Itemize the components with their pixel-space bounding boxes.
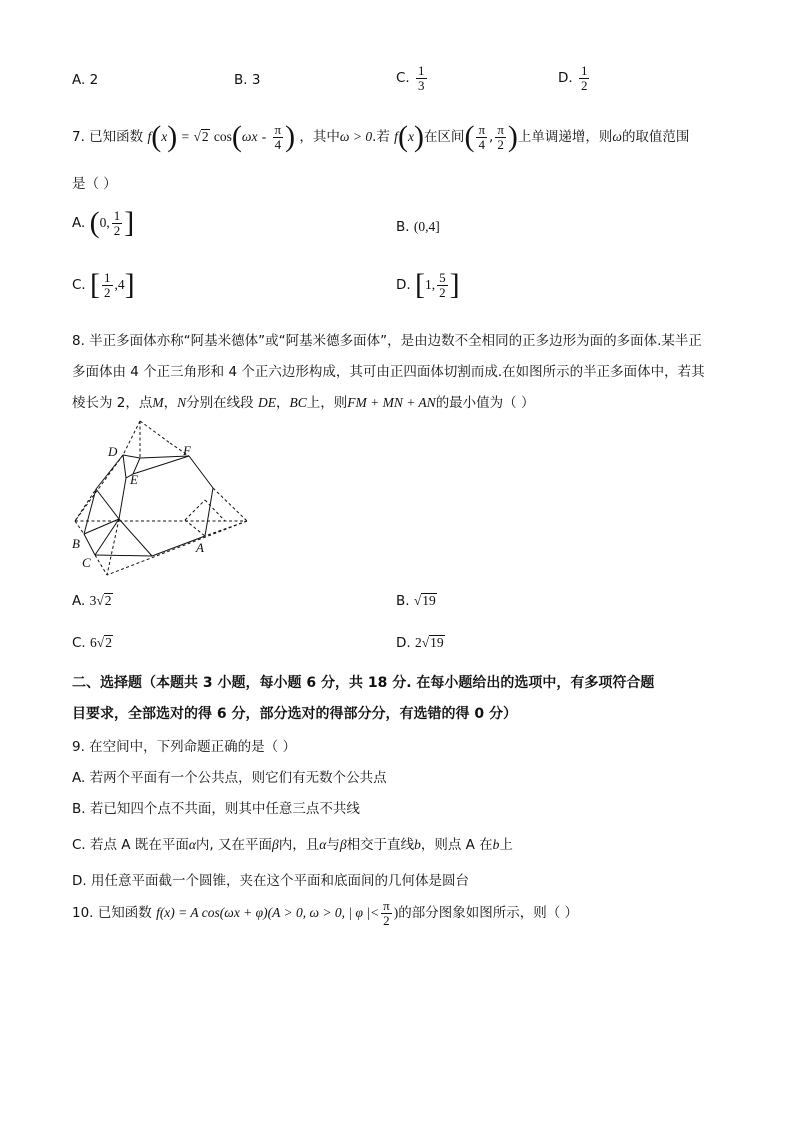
q9-alpha: α: [188, 837, 196, 852]
q8-d-label: D.: [396, 635, 411, 651]
q7-option-b: [396, 219, 440, 235]
q6-option-d-label: D.: [558, 70, 573, 87]
q8-l3e: 的最小值为（ ）: [435, 395, 535, 411]
q9-c-5: 相交于直线: [346, 837, 415, 853]
q8-BC: BC: [289, 395, 307, 410]
q9-c-4: 与: [326, 837, 340, 853]
q9-beta2: β: [339, 837, 347, 852]
q7-eq: =: [181, 129, 190, 144]
q7-mid3: 在区间: [423, 129, 465, 145]
q7-int-pi: π: [478, 121, 486, 137]
q8-option-a: A. 3√2: [72, 593, 112, 609]
q9-option-a: A. 若两个平面有一个公共点，则它们有无数个公共点: [72, 770, 387, 786]
q8-l3d: 上，则: [306, 395, 348, 411]
q9-option-c: [72, 833, 513, 853]
q7-c-num: 1: [104, 269, 111, 285]
q6-option-c: [396, 64, 429, 92]
q10-stem: [72, 899, 578, 927]
q8-d-rad: 19: [430, 635, 444, 650]
q10-tail: 的部分图象如图所示，则（ ）: [398, 905, 579, 922]
q7-f: f: [147, 129, 152, 144]
q9-beta: β: [272, 837, 279, 852]
q8-d-coef: 2: [414, 635, 422, 650]
q8-label-B: B: [72, 536, 80, 551]
q8-comma: ，: [163, 395, 178, 411]
q6-c-den: 3: [418, 77, 425, 93]
q10-pi: π: [383, 898, 390, 913]
q8-label-C: C: [82, 555, 91, 570]
q7-a-num: 1: [113, 207, 121, 223]
q8-label-F: F: [183, 443, 191, 458]
q8-l3b: 分别在线段: [186, 395, 254, 411]
q6-d-den: 2: [580, 77, 588, 93]
q7-mid4: 上单调递增，则: [517, 129, 613, 145]
q7-cos: cos: [213, 129, 232, 144]
q8-option-c: C. 6√2: [72, 635, 112, 651]
q7-c-den: 2: [104, 284, 111, 300]
q9-c-6: ，则点 A 在: [420, 837, 493, 853]
q7-d-num: 5: [439, 269, 446, 285]
q9-c-3: 内，且: [278, 837, 320, 853]
q7-b-val: (0,4]: [413, 219, 440, 234]
q7-c-right: ,4: [114, 277, 125, 292]
q8-label-A: A: [196, 540, 204, 555]
q7-four: 4: [274, 136, 282, 152]
q7-omega: ω: [612, 129, 622, 144]
q8-polyhedron-figure: [70, 415, 255, 580]
q8-M: M: [152, 395, 164, 410]
q6-option-d: [558, 64, 591, 92]
q7-stem: 7. 已知函数 f(x) = √2 cos(ωx - $\frac{\pi}{4}$ ) ，其中ω > 0.若 f(x)在区间( $\frac{\pi}{4}$ , $\frac{\pi}{2}$ )上单调递增，则ω的取值范围: [72, 120, 690, 153]
q7-x2: x: [407, 129, 414, 144]
q9-c-7: 上: [499, 837, 513, 853]
q8-l3a: 棱长为 2，点: [72, 395, 153, 411]
q7-a-den: 2: [113, 222, 121, 238]
q7-int-4: 4: [478, 136, 485, 152]
q9-c-2: 内, 又在平面: [195, 837, 273, 853]
q8-option-d: D. 2√19: [396, 635, 444, 651]
q8-c-rad: 2: [105, 635, 112, 650]
q8-stem-line1: 8. 半正多面体亦称“阿基米德体”或“阿基米德多面体”，是由边数不全相同的正多边形为面的多面体.某半正: [72, 333, 702, 349]
q7-b-label: B.: [396, 219, 410, 235]
q7-prefix: 7. 已知函数: [72, 129, 144, 145]
q8-label-D: D: [108, 444, 118, 459]
q8-expr: FM + MN + AN: [347, 395, 436, 410]
q7-sqrt: 2: [201, 129, 209, 144]
q8-stem-line2: 多面体由 4 个正三角形和 4 个正六边形构成，其可由正四面体切割而成.在如图所示的半正多面体中，若其: [72, 364, 705, 380]
q6-d-num: 1: [580, 63, 588, 78]
q8-label-E: E: [130, 472, 138, 487]
q9-stem: 9. 在空间中，下列命题正确的是（ ）: [72, 739, 296, 755]
section2-heading-line2: 目要求，全部选对的得 6 分，部分选对的得部分分，有选错的得 0 分）: [72, 706, 517, 722]
q9-b2: b: [492, 837, 500, 852]
q8-a-label: A.: [72, 593, 86, 609]
q7-f2: f: [394, 129, 398, 144]
q9-alpha2: α: [319, 837, 327, 852]
q8-l3c: ，: [275, 395, 290, 411]
q7-mid2: .若: [372, 129, 390, 145]
q7-option-d: D. [1, $\frac{5}{2}$ ]: [396, 268, 460, 301]
q9-option-b: B. 若已知四个点不共面，则其中任意三点不共线: [72, 801, 360, 817]
q8-b-rad: 19: [422, 593, 436, 608]
q7-option-c: C. [ $\frac{1}{2}$ ,4]: [72, 268, 135, 301]
q8-a-rad: 2: [104, 593, 112, 608]
q7-d-den: 2: [439, 284, 446, 300]
q7-omegax: ωx: [241, 129, 258, 144]
q7-d-label: D.: [396, 277, 411, 293]
q7-x: x: [161, 129, 168, 144]
q7-a-label: A.: [72, 215, 86, 231]
q7-cond: ω > 0: [339, 129, 373, 144]
q6-option-c-label: C.: [396, 70, 410, 87]
section2-heading-line1: 二、选择题（本题共 3 小题，每小题 6 分，共 18 分. 在每小题给出的选项中，有多项符合题: [72, 675, 655, 691]
q6-option-a: A. 2: [72, 72, 99, 88]
q8-a-coef: 3: [89, 593, 97, 608]
q9-b: b: [414, 837, 421, 852]
q7-a-left: 0,: [99, 215, 110, 230]
q7-option-a: A. (0, $\frac{1}{2}$ ]: [72, 206, 135, 239]
q7-mid1: ，其中: [299, 129, 340, 145]
q10-formula: f(x) = A cos(ωx + φ)(A > 0, ω > 0, | φ |<: [156, 905, 380, 921]
q8-option-b: B. √19: [396, 593, 436, 609]
q7-d-left: 1,: [424, 277, 436, 292]
q10-two: 2: [383, 912, 390, 928]
q8-c-label: C.: [72, 635, 86, 651]
q8-c-coef: 6: [90, 635, 97, 650]
q7-int-2: 2: [497, 136, 504, 152]
q10-close: ): [393, 905, 399, 921]
q8-DE: DE: [257, 395, 276, 410]
q7-pi: π: [274, 121, 282, 137]
q6-c-num: 1: [418, 63, 425, 78]
q7-minus: -: [261, 129, 267, 144]
q9-c-1: C. 若点 A 既在平面: [72, 837, 189, 853]
q8-stem-line3: [72, 391, 534, 411]
q8-N: N: [177, 395, 187, 410]
q6-option-b: B. 3: [234, 72, 261, 88]
q7-stem-line2: 是（ ）: [72, 176, 117, 192]
q8-b-label: B.: [396, 593, 410, 609]
q10-prefix: 10. 已知函数: [72, 905, 152, 922]
q7-int-pi2: π: [497, 121, 504, 137]
q7-c-label: C.: [72, 277, 86, 293]
q9-option-d: D. 用任意平面截一个圆锥，夹在这个平面和底面间的几何体是圆台: [72, 873, 469, 889]
q7-tail: 的取值范围: [621, 129, 690, 145]
